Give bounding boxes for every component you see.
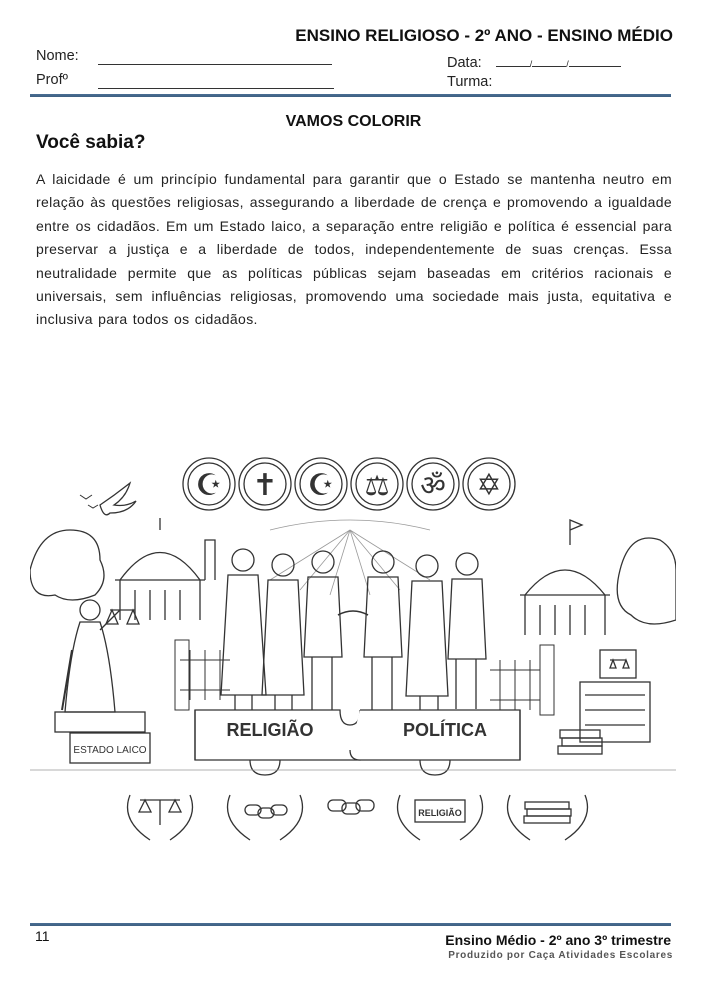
badge-label: RELIGIÃO [418, 808, 462, 818]
date-label: Data: [447, 55, 482, 71]
lady-justice-statue [55, 600, 150, 763]
date-separator: / [566, 59, 569, 69]
header-divider [30, 94, 671, 97]
crescent-medallion-icon [295, 458, 347, 510]
person-figure [221, 549, 266, 720]
activity-title: VAMOS COLORIR [285, 113, 422, 130]
date-field[interactable] [447, 55, 621, 71]
puzzle-pieces [195, 710, 520, 775]
date-day-line[interactable] [496, 66, 530, 67]
footer-credit: Produzido por Caça Atividades Escolares [448, 950, 673, 961]
symbol-glyph: ✝ [252, 468, 278, 503]
header-title: ENSINO RELIGIOSO - 2º ANO - ENSINO MÉDIO [295, 26, 673, 45]
footer-divider [30, 923, 671, 926]
cross-medallion-icon [239, 458, 291, 510]
symbol-glyph: ☪ [307, 468, 335, 503]
statue-base-label: ESTADO LAICO [73, 745, 147, 756]
tree-right [617, 538, 676, 624]
teacher-field-line[interactable] [98, 88, 334, 89]
capitol-building-left [115, 518, 215, 620]
symbol-glyph: ⚖ [364, 469, 390, 502]
scales-medallion-icon [351, 458, 403, 510]
podium-with-scales [580, 650, 650, 742]
puzzle-label-religion: RELIGIÃO [226, 720, 314, 740]
person-figure [448, 553, 486, 709]
symbol-glyph: ॐ [420, 469, 446, 502]
coloring-illustration [30, 450, 676, 850]
group-of-people [221, 549, 486, 720]
footer-course: Ensino Médio - 2º ano 3º trimestre [445, 932, 671, 948]
laurel-puzzle-badge-icon [398, 795, 483, 840]
name-label: Nome: [36, 48, 79, 64]
symbol-glyph: ☪ [195, 468, 223, 503]
laurel-scales-icon [128, 795, 193, 840]
capitol-building-right [520, 520, 610, 635]
dove-icon [100, 483, 136, 515]
page-number: 11 [35, 928, 50, 944]
sun-rays [270, 520, 430, 595]
laurel-books-icon [508, 795, 588, 840]
date-month-line[interactable] [532, 66, 566, 67]
teacher-label: Profº [36, 72, 68, 88]
tree-left [30, 530, 104, 600]
class-label: Turma: [447, 74, 493, 90]
puzzle-label-politics: POLÍTICA [403, 720, 487, 740]
person-figure [262, 554, 304, 720]
person-figure [364, 551, 402, 712]
name-field-line[interactable] [98, 64, 332, 65]
chain-icon [328, 800, 374, 814]
star-of-david-medallion-icon [463, 458, 515, 510]
broken-chain-icon [228, 795, 303, 840]
body-paragraph: A laicidade é um princípio fundamental para garantir que o Estado se mantenha neutro em relação às questões religiosas, assegurando a liberdade de crença e promovendo a igualdade entre os cidadãos. Em um Estado laico, a separação entre religião e política é essencial para preservar a justiça e a liberdade de todos, independentemente de suas crenças. Essa neutralidade permite que as políticas públicas sejam baseadas em critérios racionais e universais, sem influências religiosas, promovendo uma sociedade mais justa, equitativa e inclusiva para todos os cidadãos. [36, 171, 672, 328]
crescent-medallion-icon [183, 458, 235, 510]
date-separator: / [529, 59, 533, 69]
bottom-emblems-row [128, 795, 588, 840]
section-subtitle: Você sabia? [36, 132, 146, 153]
handshake [338, 611, 368, 615]
religious-symbols-row [183, 458, 515, 510]
om-medallion-icon [407, 458, 459, 510]
date-year-line[interactable] [569, 66, 621, 67]
person-figure [406, 555, 448, 718]
symbol-glyph: ✡ [476, 468, 502, 503]
